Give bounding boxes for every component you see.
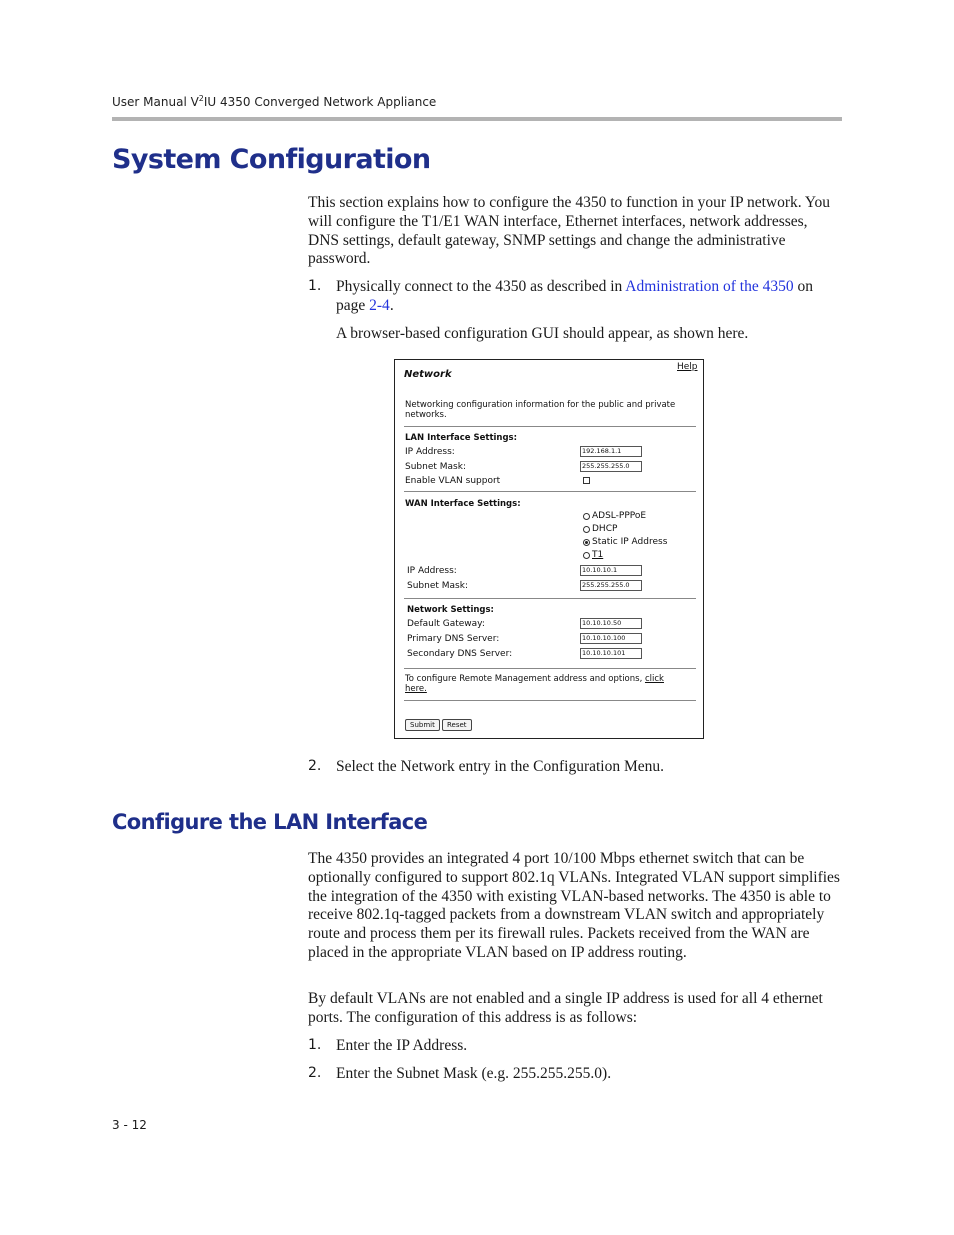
gui-help-link[interactable]: Help	[677, 362, 698, 372]
gui-wan-mask-label: Subnet Mask:	[407, 581, 468, 591]
step-number: 1.	[308, 1037, 322, 1053]
section-heading-system-configuration: System Configuration	[112, 144, 431, 175]
gui-vlan-label: Enable VLAN support	[405, 476, 501, 486]
page-number: 3 - 12	[112, 1118, 147, 1132]
network-config-screenshot	[394, 359, 704, 739]
gui-radio-static[interactable]: Static IP Address	[583, 537, 667, 547]
radio-icon	[583, 552, 590, 559]
link-administration[interactable]: Administration of the 4350	[625, 278, 794, 295]
gui-lan-heading: LAN Interface Settings:	[405, 433, 518, 443]
lan-paragraph-1: The 4350 provides an integrated 4 port 10/100 Mbps ethernet switch that can be optionally configured to support 802.1q VLANs. Integrated VLAN support simplifies the integration of the 4350 with existing VLAN-based networks. The 4350 is able to receive 802.1q-tagged packets from a downstream VLAN switch and appropriately route and process them per its firewall rules. Packets received from the WAN are placed in the appropriate VLAN based on IP address routing.	[308, 850, 840, 961]
gui-vlan-checkbox[interactable]	[583, 477, 590, 484]
intro-paragraph: This section explains how to configure the 4350 to function in your IP network. You will configure the T1/E1 WAN interface, Ethernet interfaces, network addresses, DNS settings, default gateway, SNMP settings and change the administrative password.	[308, 194, 831, 268]
gui-wan-ip-input[interactable]: 10.10.10.1	[580, 565, 642, 576]
step-select-network: Select the Network entry in the Configuration Menu.	[336, 758, 665, 775]
gui-radio-adsl[interactable]: ADSL-PPPoE	[583, 511, 646, 521]
radio-icon	[583, 513, 590, 520]
gui-divider	[404, 668, 696, 669]
step-enter-mask: Enter the Subnet Mask (e.g. 255.255.255.0).	[336, 1065, 612, 1082]
link-page-2-4[interactable]: 2-4	[369, 296, 390, 314]
header-rule	[112, 117, 842, 121]
gui-wan-heading: WAN Interface Settings:	[405, 499, 521, 509]
radio-icon	[583, 526, 590, 533]
step-number: 2.	[308, 1065, 322, 1081]
gui-gateway-label: Default Gateway:	[407, 619, 485, 629]
step-connect: Physically connect to the 4350 as described in Administration of the 4350 on page 2-4.	[336, 278, 813, 314]
gui-lan-ip-input[interactable]: 192.168.1.1	[580, 446, 642, 457]
gui-wan-ip-label: IP Address:	[407, 566, 457, 576]
gui-wan-mask-input[interactable]: 255.255.255.0	[580, 580, 642, 591]
step-number: 1.	[308, 278, 322, 294]
gui-lan-mask-label: Subnet Mask:	[405, 462, 466, 472]
gui-remote-here-link[interactable]: here.	[405, 683, 427, 694]
step-enter-ip: Enter the IP Address.	[336, 1037, 468, 1054]
gui-radio-t1[interactable]: T1	[583, 550, 603, 560]
gui-divider	[404, 700, 696, 701]
running-header: User Manual $V^2IU$ 4350 Converged Network Appliance	[112, 94, 437, 109]
gui-submit-button[interactable]: Submit	[405, 719, 440, 731]
gui-dns2-label: Secondary DNS Server:	[407, 649, 513, 659]
radio-selected-icon	[583, 539, 590, 546]
gui-note: A browser-based configuration GUI should appear, as shown here.	[336, 325, 749, 342]
gui-divider	[404, 598, 696, 599]
gui-divider	[404, 426, 696, 427]
lan-paragraph-2: By default VLANs are not enabled and a single IP address is used for all 4 ethernet ports. The configuration of this address is as follows:	[308, 990, 823, 1026]
gui-reset-button[interactable]: Reset	[442, 719, 472, 731]
gui-title: Network	[404, 369, 452, 380]
gui-gateway-input[interactable]: 10.10.10.50	[580, 618, 642, 629]
gui-dns1-input[interactable]: 10.10.10.100	[580, 633, 642, 644]
gui-dns1-label: Primary DNS Server:	[407, 634, 500, 644]
gui-remote-text: To configure Remote Management address and options, click here.	[405, 674, 664, 694]
step-number: 2.	[308, 758, 322, 774]
gui-net-heading: Network Settings:	[407, 605, 494, 615]
gui-dns2-input[interactable]: 10.10.10.101	[580, 648, 642, 659]
gui-remote-click-link[interactable]: click	[644, 674, 664, 684]
gui-divider	[404, 491, 696, 492]
gui-radio-dhcp[interactable]: DHCP	[583, 524, 617, 534]
section-heading-configure-lan: Configure the LAN Interface	[112, 810, 428, 834]
gui-description: Networking configuration information for the public and private networks.	[405, 400, 676, 420]
gui-lan-mask-input[interactable]: 255.255.255.0	[580, 461, 642, 472]
gui-lan-ip-label: IP Address:	[405, 447, 455, 457]
